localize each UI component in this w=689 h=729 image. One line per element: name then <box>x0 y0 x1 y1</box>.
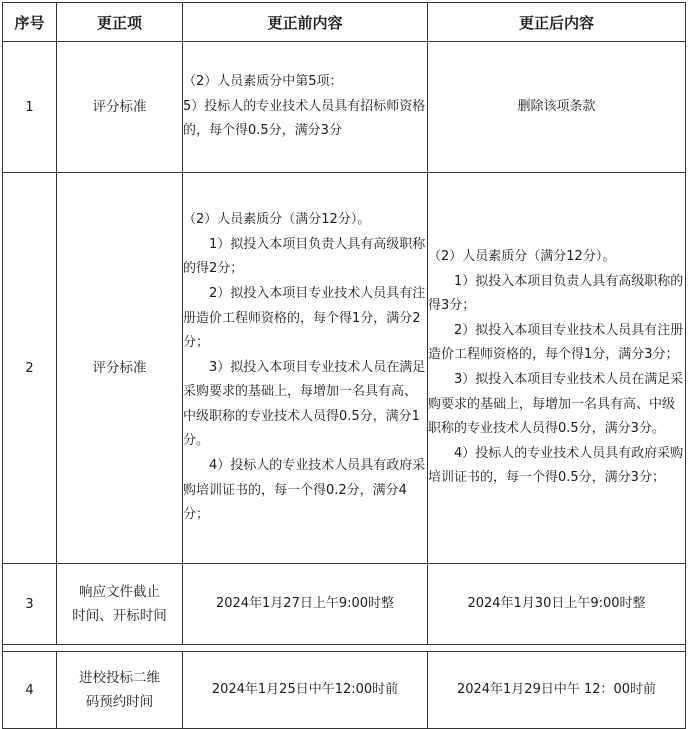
row-before <box>183 564 428 645</box>
correction-table <box>2 2 686 729</box>
row-seq: 4 <box>3 652 57 729</box>
before-line: 2）拟投入本项目专业技术人员具有注册造价工程师资格的，每个得1分，满分2分； <box>183 285 426 351</box>
row-after <box>428 42 686 173</box>
table-row <box>3 173 686 564</box>
after-line: 2024年1月29日中午 12：00时前 <box>456 681 657 697</box>
row-before <box>183 42 428 173</box>
before-line: 2024年1月27日上午9:00时整 <box>215 595 395 611</box>
before-line: （2）人员素质分（满分12分）。 <box>183 212 371 228</box>
row-seq: 1 <box>3 42 57 173</box>
before-line: 5）投标人的专业技术人员具有招标师资格的，每个得0.5分，满分3分 <box>183 98 426 139</box>
after-line: 2）拟投入本项目专业技术人员具有注册造价工程师资格的，每个得1分，满分3分； <box>428 322 684 363</box>
row-item: 评分标准 <box>57 42 183 173</box>
row-before <box>183 173 428 564</box>
before-line: 4）投标人的专业技术人员具有政府采购培训证书的，每一个得0.2分，满分4分； <box>183 458 426 523</box>
after-line: 3）拟投入本项目专业技术人员在满足采购要求的基础上，每增加一名具有高、中级职称的专业技术人员得0.5分，满分3分。 <box>428 372 684 437</box>
row-item <box>57 652 183 729</box>
table-row <box>3 652 686 729</box>
row-after <box>428 652 686 729</box>
row-seq: 3 <box>3 564 57 645</box>
item-line: 时间、开标时间 <box>72 608 167 624</box>
row-after <box>428 564 686 645</box>
header-item: 更正项 <box>57 3 183 42</box>
gap-cell <box>3 645 686 652</box>
before-line: （2）人员素质分中第5项： <box>183 74 343 90</box>
row-seq: 2 <box>3 173 57 564</box>
row-after <box>428 173 686 564</box>
row-before <box>183 652 428 729</box>
before-line: 3）拟投入本项目专业技术人员在满足采购要求的基础上，每增加一名具有高、中级职称的专业技术人员得0.5分，满分1分。 <box>183 359 426 449</box>
table-row <box>3 564 686 645</box>
after-line: 删除该项条款 <box>517 98 596 114</box>
after-line: 4）投标人的专业技术人员具有政府采购培训证书的，每一个得0.5分，满分3分； <box>428 445 684 486</box>
row-item <box>57 564 183 645</box>
header-row <box>3 3 686 42</box>
after-line: （2）人员素质分（满分12分）。 <box>428 249 616 265</box>
before-line: 1）拟投入本项目负责人具有高级职称的得2分； <box>183 236 426 277</box>
header-seq: 序号 <box>3 3 57 42</box>
table-gap <box>3 645 686 652</box>
after-line: 1）拟投入本项目负责人具有高级职称的得3分； <box>428 273 684 314</box>
after-line: 2024年1月30日上午9:00时整 <box>467 595 646 611</box>
row-item: 评分标准 <box>57 173 183 564</box>
item-line: 码预约时间 <box>85 694 154 710</box>
header-before: 更正前内容 <box>183 3 428 42</box>
item-line: 进校投标二维 <box>79 670 160 686</box>
table-row <box>3 42 686 173</box>
before-line: 2024年1月25日中午12:00时前 <box>211 681 399 697</box>
item-line: 响应文件截止 <box>79 584 160 600</box>
header-after: 更正后内容 <box>428 3 686 42</box>
